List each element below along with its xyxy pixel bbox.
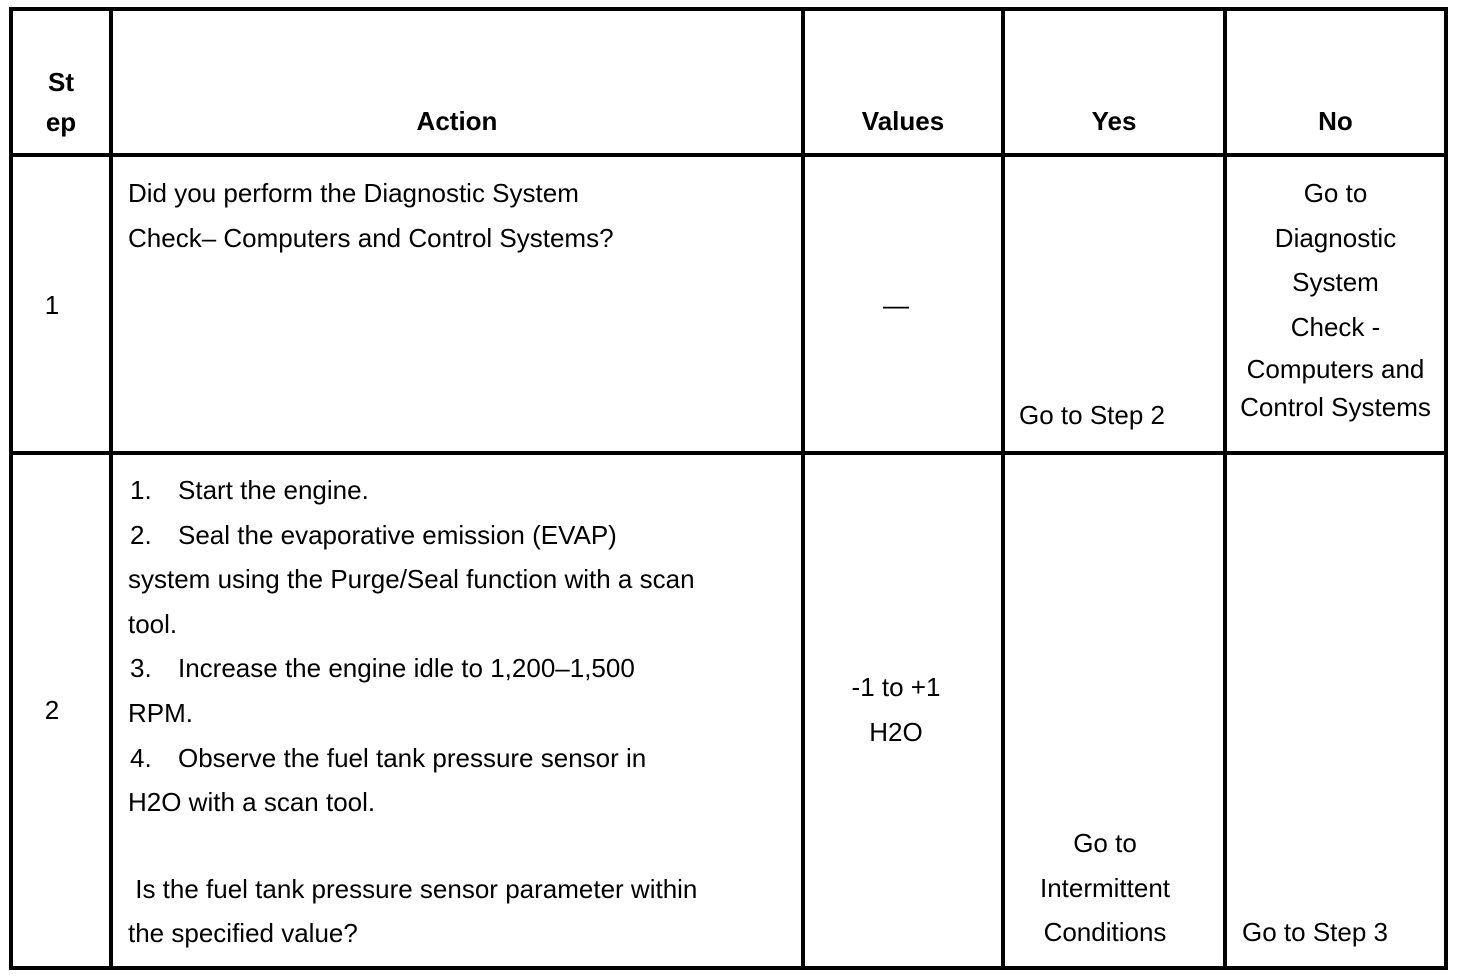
table-border-bottom: [9, 966, 1447, 970]
table-row-divider: [9, 451, 1447, 455]
row-2-step-3: [128, 646, 697, 691]
row-2-step-4-cont: H2O with a scan tool.: [128, 787, 376, 818]
row-2-step-4-number: 4.: [130, 742, 152, 773]
row-2-step-4-text: Observe the fuel tank pressure sensor in: [178, 742, 647, 773]
row-2-action: [128, 468, 697, 956]
table-border-right: [1444, 7, 1448, 970]
row-1-no-line-3: System: [1292, 267, 1379, 298]
header-action: Action: [416, 106, 498, 136]
row-2-question-line-2: the specified value?: [128, 918, 358, 949]
header-step: [13, 62, 109, 142]
row-1-step: 1: [44, 290, 60, 320]
header-step-line-2: ep: [45, 107, 77, 137]
row-1-no-line-1: Go to: [1303, 178, 1368, 208]
row-2-value-line-2: H2O: [869, 716, 923, 747]
row-2-yes-line-1: Go to: [1073, 828, 1137, 858]
table-header-divider: [9, 153, 1447, 157]
row-2-step-2-cont-2: tool.: [128, 608, 178, 639]
row-1-value: —: [883, 290, 909, 320]
row-1-action-line-1: Did you perform the Diagnostic System: [128, 178, 579, 208]
row-2-spacer: [128, 825, 697, 867]
row-2-step-3-cont: RPM.: [128, 697, 193, 728]
row-2-yes-line-2: Intermittent: [1039, 872, 1171, 903]
table-border-top: [9, 7, 1447, 11]
row-2-step-1-number: 1.: [130, 475, 152, 505]
row-1-no-line-5: Computers and: [1246, 354, 1425, 385]
table-divider-step-action: [109, 7, 113, 970]
table-divider-yes-no: [1223, 7, 1227, 970]
row-1-yes: Go to Step 2: [1019, 400, 1165, 430]
header-values: Values: [861, 106, 945, 136]
row-2-step-2-number: 2.: [130, 519, 152, 550]
row-2-no: Go to Step 3: [1242, 917, 1388, 947]
table-divider-action-values: [801, 7, 805, 970]
row-2-question-line-1: Is the fuel tank pressure sensor parameter within: [128, 873, 698, 904]
row-1-no-line-6: Control Systems: [1240, 392, 1431, 423]
row-2-step-4: [128, 736, 697, 781]
row-1-action: [128, 171, 614, 260]
row-2-yes-line-3: Conditions: [1043, 917, 1167, 948]
row-1-no: [1227, 171, 1444, 425]
row-2-value-line-1: -1 to +1: [851, 672, 941, 702]
header-no: No: [1318, 106, 1353, 136]
row-1-no-line-4: Check -: [1290, 311, 1381, 342]
row-2-value: [805, 665, 987, 754]
header-yes: Yes: [1091, 106, 1137, 136]
header-step-line-1: St: [48, 67, 74, 97]
row-1-no-line-2: Diagnostic: [1274, 222, 1397, 253]
row-2-step-2-cont-1: system using the Purge/Seal function with a scan: [128, 564, 695, 595]
row-2-step-1-text: Start the engine.: [178, 475, 369, 505]
row-1-action-line-2: Check– Computers and Control Systems?: [128, 222, 614, 253]
table-border-left: [9, 7, 13, 970]
row-2-step: 2: [44, 695, 60, 725]
row-2-step-3-number: 3.: [130, 653, 152, 684]
row-2-step-1: [128, 468, 697, 513]
row-2-step-3-text: Increase the engine idle to 1,200–1,500: [178, 653, 635, 684]
row-2-yes: [1005, 821, 1205, 955]
row-2-step-2-text: Seal the evaporative emission (EVAP): [178, 519, 617, 550]
row-2-step-2: [128, 513, 697, 558]
